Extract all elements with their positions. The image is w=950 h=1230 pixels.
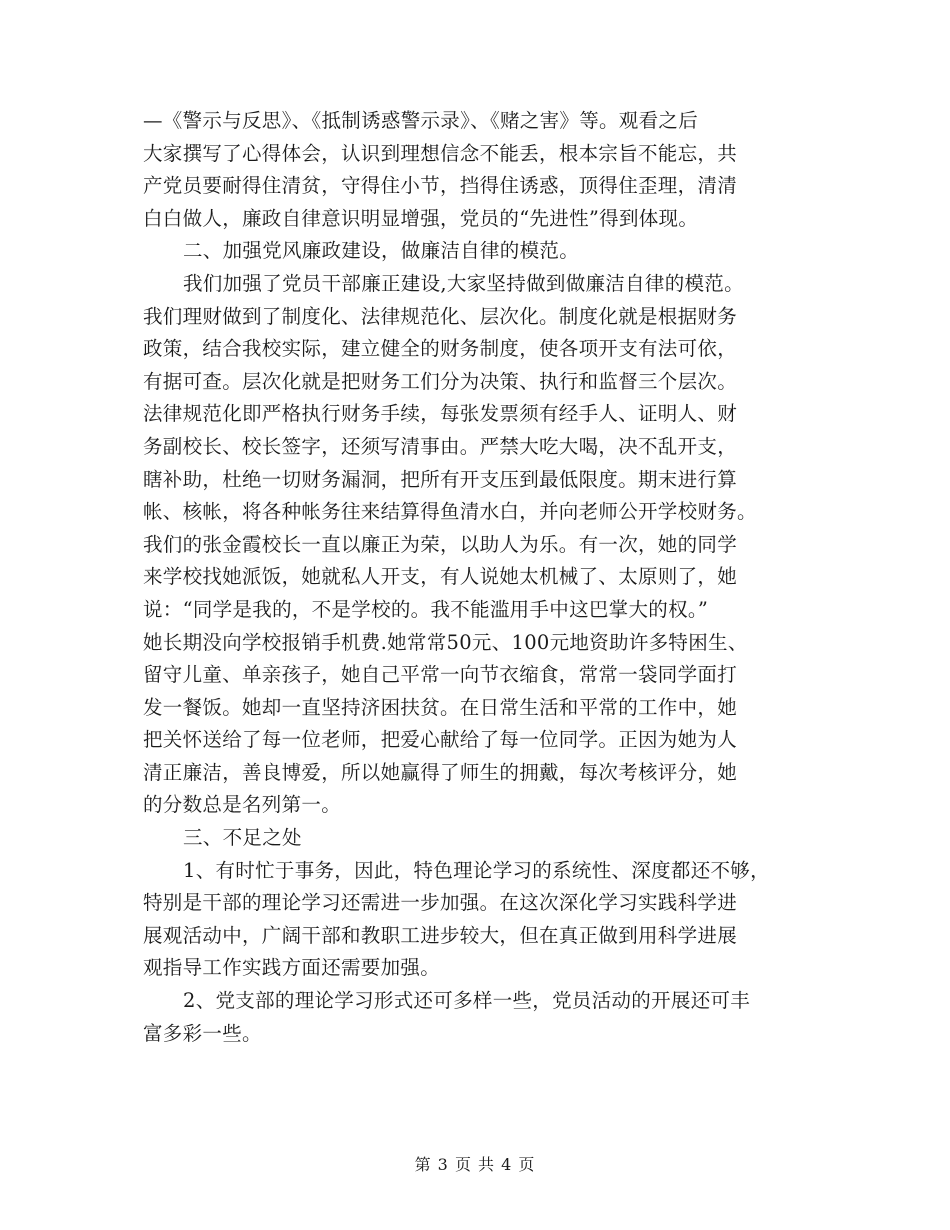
text-line-7: 我们理财做到了制度化、法律规范化、层次化。制度化就是根据财务 xyxy=(143,304,738,328)
text-line-29: 富多彩一些。 xyxy=(143,1021,262,1045)
text-line-25: 特别是干部的理论学习还需进一步加强。在这次深化学习实践科学进 xyxy=(143,891,738,915)
text-line-14: 我们的张金霞校长一直以廉正为荣，以助人为乐。有一次，她的同学 xyxy=(143,532,738,556)
page-number-footer: 第 3 页 共 4 页 xyxy=(414,1155,536,1174)
text-line-22: 的分数总是名列第一。 xyxy=(143,793,342,817)
text-line-2: 大家撰写了心得体会，认识到理想信念不能丢，根本宗旨不能忘，共 xyxy=(143,141,738,165)
list-item-1: 1、有时忙于事务，因此，特色理论学习的系统性、深度都还不够， xyxy=(183,858,770,882)
text-line-11: 务副校长、校长签字，还须写清事由。严禁大吃大喝，决不乱开支， xyxy=(143,434,738,458)
text-line-6: 我们加强了党员干部廉正建设,大家坚持做到做廉洁自律的模范。 xyxy=(183,271,744,295)
body-text xyxy=(143,105,823,1050)
text-line-19: 发一餐饭。她却一直坚持济困扶贫。在日常生活和平常的工作中，她 xyxy=(143,695,738,719)
text-line-18: 留守儿童、单亲孩子，她自己平常一向节衣缩食，常常一袋同学面打 xyxy=(143,663,738,687)
text-line-27: 观指导工作实践方面还需要加强。 xyxy=(143,956,441,980)
text-line-10: 法律规范化即严格执行财务手续，每张发票须有经手人、证明人、财 xyxy=(143,402,738,426)
text-line-1: —《警示与反思》、《抵制诱惑警示录》、《赌之害》等。观看之后 xyxy=(143,109,699,132)
section-heading-3: 三、不足之处 xyxy=(183,826,302,850)
text-line-15: 来学校找她派饭，她就私人开支，有人说她太机械了、太原则了，她 xyxy=(143,565,738,589)
text-line-13: 帐、核帐，将各种帐务往来结算得鱼清水白，并向老师公开学校财务。 xyxy=(143,500,757,524)
text-line-16: 说：“同学是我的，不是学校的。我不能滥用手中这巴掌大的权。” xyxy=(143,597,709,621)
section-heading-2: 二、加强党风廉政建设，做廉洁自律的模范。 xyxy=(183,239,580,263)
text-line-17: 她长期没向学校报销手机费.她常常50元、100元地资助许多特困生、 xyxy=(143,630,748,654)
text-line-4: 白白做人，廉政自律意识明显增强，党员的“先进性”得到体现。 xyxy=(143,206,699,230)
text-line-21: 清正廉洁，善良博爱，所以她赢得了师生的拥戴，每次考核评分，她 xyxy=(143,760,738,784)
text-line-20: 把关怀送给了每一位老师，把爱心献给了每一位同学。正因为她为人 xyxy=(143,728,738,752)
list-item-2: 2、党支部的理论学习形式还可多样一些，党员活动的开展还可丰 xyxy=(183,989,751,1013)
text-line-3: 产党员要耐得住清贫，守得住小节，挡得住诱惑，顶得住歪理，清清 xyxy=(143,174,738,198)
text-line-8: 政策，结合我校实际，建立健全的财务制度，使各项开支有法可依， xyxy=(143,337,738,361)
text-line-26: 展观活动中，广阔干部和教职工进步较大，但在真正做到用科学进展 xyxy=(143,923,738,947)
text-line-9: 有据可查。层次化就是把财务工们分为决策、执行和监督三个层次。 xyxy=(143,369,738,393)
text-line-12: 瞎补助，杜绝一切财务漏洞，把所有开支压到最低限度。期末进行算 xyxy=(143,467,738,491)
